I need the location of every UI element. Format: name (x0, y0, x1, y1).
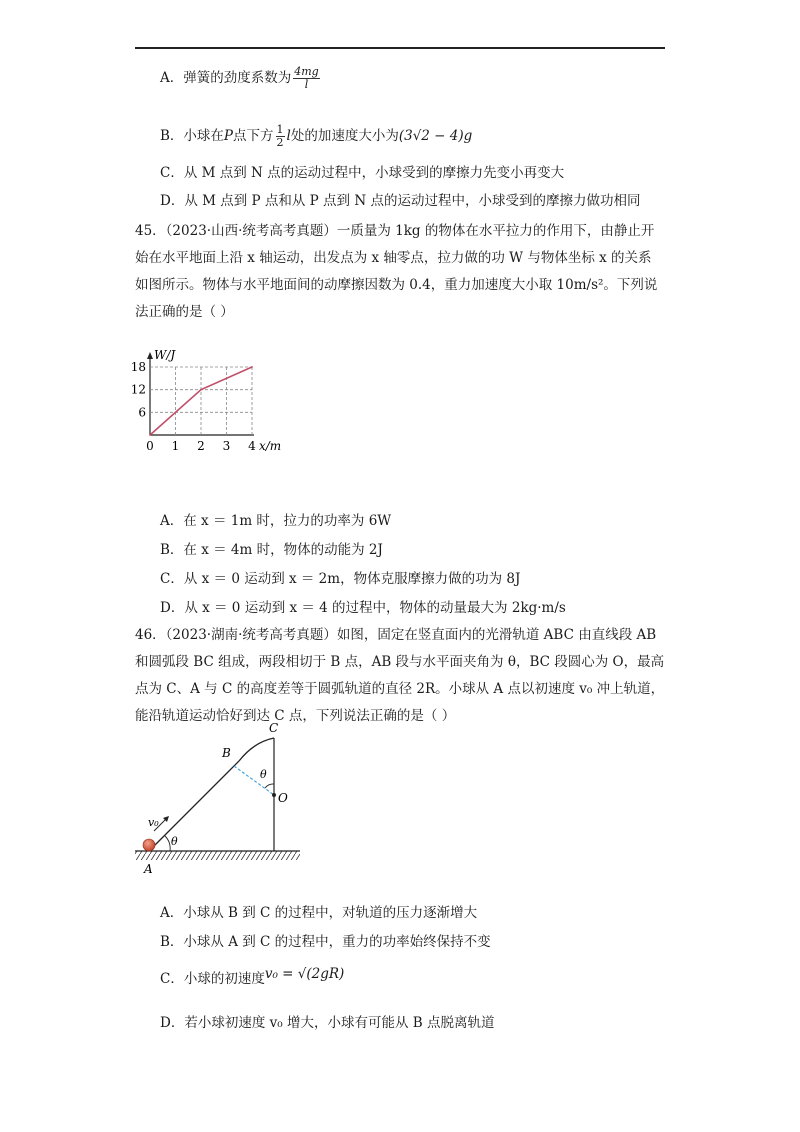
track-bc-arc (239, 738, 274, 761)
top-rule (135, 47, 665, 49)
q46-option-d: D．若小球初速度 v₀ 增大，小球有可能从 B 点脱离轨道 (160, 1015, 495, 1031)
option-a-prev: A．弹簧的劲度系数为 $\frac{4mg}{l}$ (160, 65, 319, 91)
x-tick-label: 4 (248, 439, 256, 453)
x-axis-label: x/m (259, 439, 282, 453)
q46-option-a: A．小球从 B 到 C 的过程中，对轨道的压力逐渐增大 (160, 905, 478, 921)
label-a: A (144, 862, 153, 876)
label-theta-o: θ (260, 768, 267, 781)
label-b: B (222, 746, 231, 760)
fraction: $\frac{1}{2}$ (276, 123, 284, 149)
y-tick-label: 6 (138, 405, 146, 420)
track-diagram (130, 718, 320, 878)
option-c-prev: C．从 M 点到 N 点的运动过程中，小球受到的摩擦力先变小再变大 (160, 165, 565, 181)
option-d-prev: D．从 M 点到 P 点和从 P 点到 N 点的运动过程中，小球受到的摩擦力做功相同 (160, 193, 641, 209)
x-tick-label: 2 (197, 439, 205, 453)
q46-option-b: B．小球从 A 到 C 的过程中，重力的功率始终保持不变 (160, 934, 491, 950)
stem-line: 点为 C、A 与 C 的高度差等于圆弧轨道的直径 2R。小球从 A 点以初速度 v₀ 冲上轨道， (135, 681, 665, 697)
y-axis-arrow (147, 352, 153, 359)
label-v0: v₀ (148, 816, 159, 829)
q45-option-c: C．从 x ＝ 0 运动到 x ＝ 2m，物体克服摩擦力做的功为 8J (160, 571, 521, 587)
y-axis-label: W/J (154, 348, 176, 362)
stem-line: 和圆弧段 BC 组成，两段相切于 B 点，AB 段与水平面夹角为 θ，BC 段圆心为 O，最高 (135, 654, 665, 670)
center-o-point (272, 793, 276, 797)
data-point (149, 434, 151, 436)
fraction: $\frac{4mg}{l}$ (294, 65, 319, 91)
label-c: C (269, 721, 279, 735)
x-tick-label: 3 (222, 439, 231, 453)
y-tick-label: 18 (130, 360, 146, 374)
option-b-prev: B．小球在P点下方 $\frac{1}{2}$ l处的加速度大小为(3√2 − 4)g (160, 123, 473, 149)
x-tick-label: 1 (171, 439, 180, 453)
ball (143, 839, 155, 851)
q45-option-b: B．在 x ＝ 4m 时，物体的动能为 2J (160, 542, 383, 558)
q45-option-d: D．从 x ＝ 0 运动到 x ＝ 4 的过程中，物体的动量最大为 2kg·m/s (160, 600, 566, 616)
stem-line: 能沿轨道运动恰好到达 C 点，下列说法正确的是（ ） (135, 708, 456, 724)
question-45-stem (135, 218, 675, 326)
q46-option-c: C．小球的初速度v₀ = √(2gR) (160, 966, 345, 987)
data-point (251, 366, 253, 368)
stem-line: 46．（2023·湖南·统考高考真题）如图，固定在竖直面内的光滑轨道 ABC 由直线段 AB (135, 627, 657, 643)
x-tick-label: 0 (146, 439, 154, 453)
theta-arc-a (165, 836, 170, 851)
stem-line: 45．（2023·山西·统考高考真题）一质量为 1kg 的物体在水平拉力的作用下，由静止开 (135, 223, 655, 239)
stem-line: 法正确的是（ ） (135, 304, 234, 320)
stem-line: 始在水平地面上沿 x 轴运动，出发点为 x 轴零点，拉力做的功 W 与物体坐标 x 的关系 (135, 250, 652, 266)
theta-arc-o (265, 784, 274, 788)
label-theta-a: θ (171, 835, 178, 848)
data-point (200, 389, 202, 391)
question-46-stem (135, 622, 675, 730)
w-x-chart (130, 340, 300, 455)
y-tick-label: 12 (130, 382, 146, 397)
stem-line: 如图所示。物体与水平地面间的动摩擦因数为 0.4，重力加速度大小取 10m/s²。下列说 (135, 277, 658, 293)
track-ab (152, 761, 239, 848)
radius-bo (234, 766, 274, 795)
label-o: O (278, 791, 288, 805)
ground-hatch (135, 851, 300, 860)
q45-option-a: A．在 x ＝ 1m 时，拉力的功率为 6W (160, 513, 392, 529)
